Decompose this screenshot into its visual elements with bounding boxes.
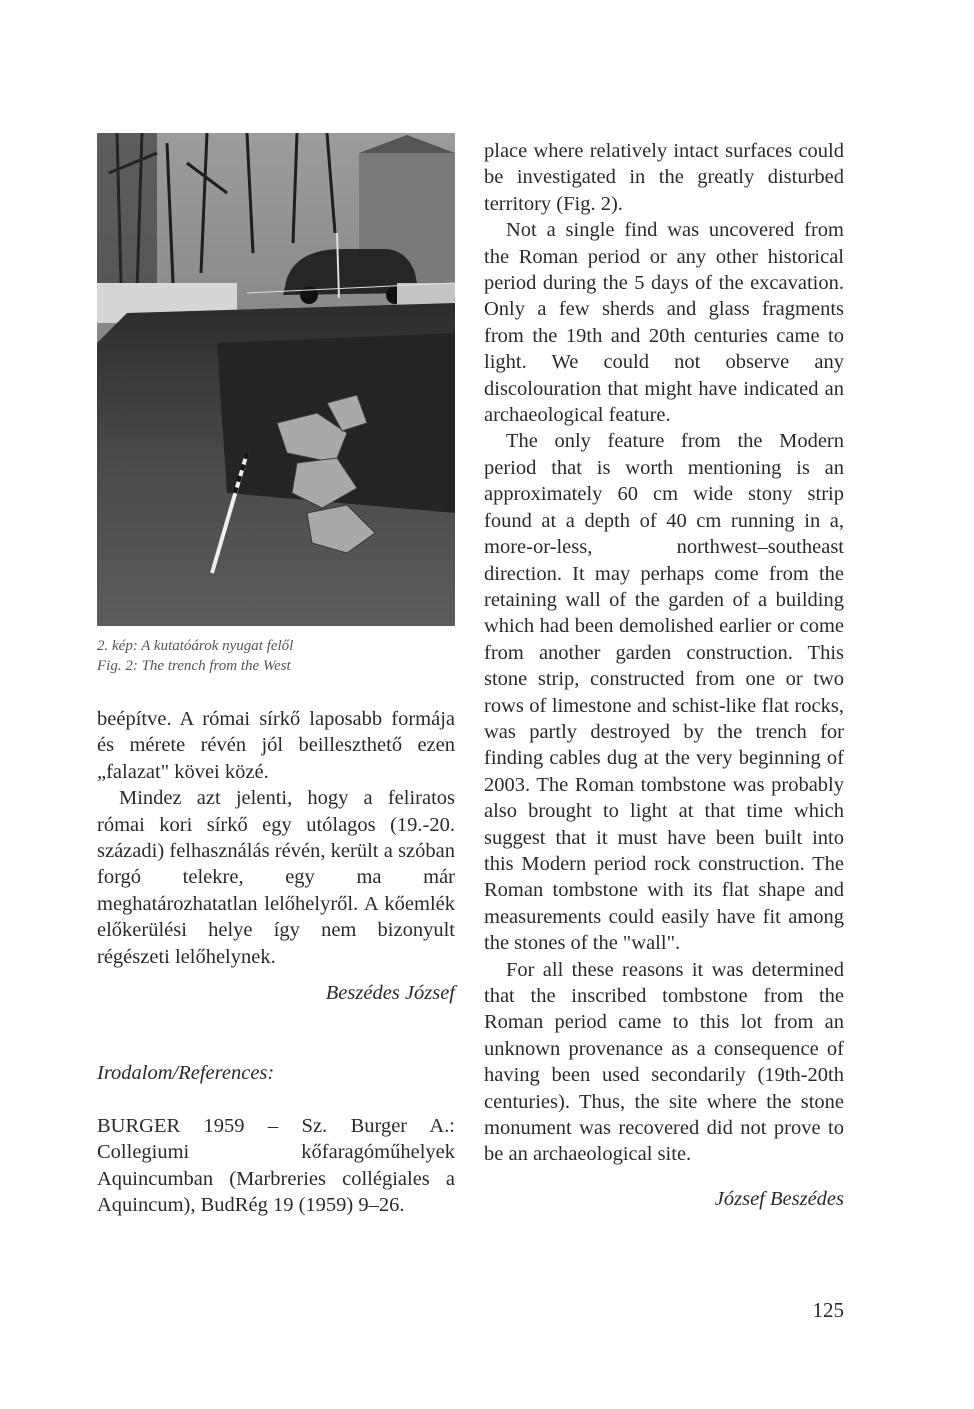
- right-paragraph-2: Not a single find was uncovered from the Roman period or any other historical period during the 5 days of the excavation. Only a few sherds and glass fragments from the 19th and 20th centuries came to light. We could not observe any discolouration that might have indicated an archaeological feature.: [484, 219, 844, 427]
- page-number: 125: [812, 1298, 844, 1322]
- figure-caption: [97, 636, 455, 676]
- right-paragraph-4: For all these reasons it was determined that the inscribed tombstone from the Roman period came to this lot from an unknown provenance as a consequence of having been used secondarily (19th-20th centuries). Thus, the site where the stone monument was recovered did not prove to be an archaeological site.: [484, 958, 844, 1166]
- right-paragraph-3: The only feature from the Modern period that is worth mentioning is an approximately 60 cm wide stony strip found at a depth of 40 cm running in a, more-or-less, northwest–southeast direction. It may perhaps come from the retaining wall of the garden of a building which had been demolished earlier or come from another garden construction. This stone strip, constructed from one or two rows of limestone and schist-like flat rocks, was partly destroyed by the trench for finding cables dug at the very beginning of 2003. The Roman tombstone was probably also brought to light at that time which suggest that it must have been built into this Modern period rock construction. The Roman tombstone with its flat shape and measurements could easily have fit among the stones of the "wall".: [484, 430, 844, 955]
- english-signature: József Beszédes: [714, 1188, 844, 1210]
- reference-entry: BURGER 1959 – Sz. Burger A.: Collegiumi kőfaragóműhelyek Aquincumban (Marbreries collégiales a Aquincum), BudRég 19 (1959) 9–26.: [97, 1115, 455, 1217]
- references-heading: Irodalom/References:: [97, 1062, 275, 1084]
- caption-english: Fig. 2: The trench from the West: [97, 658, 291, 674]
- right-column: [484, 138, 844, 1168]
- excavation-photo: [97, 133, 455, 626]
- left-paragraph-2: Mindez azt jelenti, hogy a feliratos római kori sírkő egy utólagos (19.-20. századi) felhasználás révén, került a szóban forgó telekre, egy ma már meghatározhatatlan lelőhelyről. A kőemlék előkerülési helye így nem bizonyult régészeti lelőhelynek.: [97, 787, 455, 968]
- caption-hungarian: 2. kép: A kutatóárok nyugat felől: [97, 638, 294, 654]
- hungarian-signature: Beszédes József: [325, 982, 455, 1004]
- left-column: [97, 706, 455, 970]
- left-paragraph-1: beépítve. A római sírkő laposabb formája és mérete révén jól beilleszthető ezen „falazat" kövei közé.: [97, 708, 455, 783]
- right-paragraph-1: place where relatively intact surfaces could be investigated in the greatly disturbed territory (Fig. 2).: [484, 140, 844, 215]
